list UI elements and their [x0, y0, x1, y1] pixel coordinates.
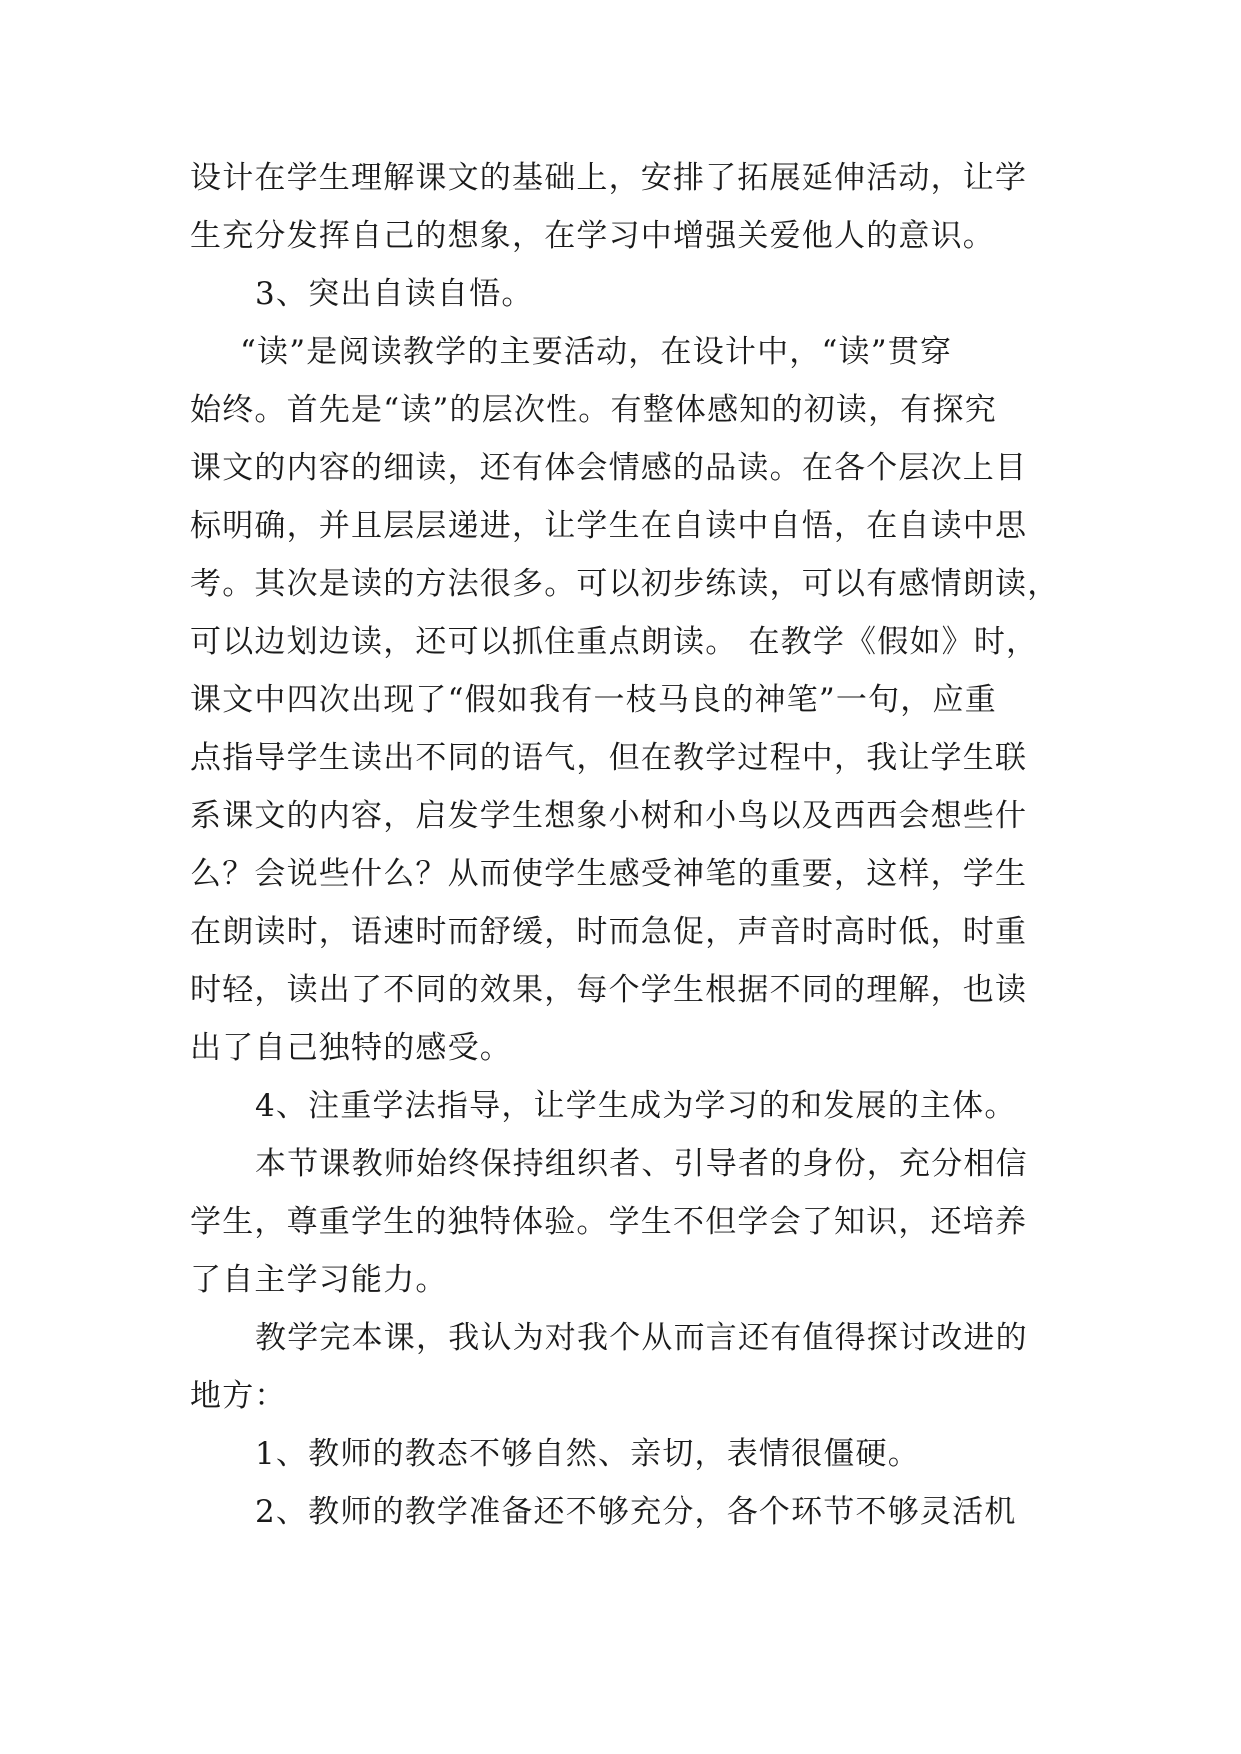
text-line: 本节课教师始终保持组织者、引导者的身份，充分相信	[255, 1146, 1028, 1182]
text-line: 了自主学习能力。	[190, 1262, 448, 1298]
text-line: 教学完本课，我认为对我个从而言还有值得探讨改进的	[255, 1320, 1028, 1356]
text-line: 地方：	[190, 1378, 287, 1414]
text-line: 时轻，读出了不同的效果，每个学生根据不同的理解，也读	[190, 972, 1028, 1008]
section-heading: 4、注重学法指导，让学生成为学习的和发展的主体。	[255, 1088, 1017, 1124]
text-line: 在朗读时，语速时而舒缓，时而急促，声音时高时低，时重	[190, 914, 1028, 950]
list-item: 1、教师的教态不够自然、亲切，表情很僵硬。	[255, 1436, 920, 1472]
text-line: 标明确，并且层层递进，让学生在自读中自悟，在自读中思	[190, 508, 1028, 544]
text-line: 生充分发挥自己的想象，在学习中增强关爱他人的意识。	[190, 218, 995, 254]
text-line: 课文中四次出现了“假如我有一枝马良的神笔”一句，应重	[190, 682, 997, 718]
list-item: 2、教师的教学准备还不够充分，各个环节不够灵活机	[255, 1494, 1017, 1530]
text-line: 可以边划边读，还可以抓住重点朗读。 在教学《假如》时，	[190, 624, 1039, 660]
text-line: 学生，尊重学生的独特体验。学生不但学会了知识，还培养	[190, 1204, 1028, 1240]
text-line: “读”是阅读教学的主要活动，在设计中，“读”贯穿	[240, 334, 953, 370]
text-line: 始终。首先是“读”的层次性。有整体感知的初读，有探究	[190, 392, 997, 428]
text-line: 课文的内容的细读，还有体会情感的品读。在各个层次上目	[190, 450, 1028, 486]
text-line: 么？会说些什么？从而使学生感受神笔的重要，这样，学生	[190, 856, 1028, 892]
text-line: 出了自己独特的感受。	[190, 1030, 512, 1066]
text-line: 考。其次是读的方法很多。可以初步练读，可以有感情朗读，	[190, 566, 1060, 602]
section-heading: 3、突出自读自悟。	[255, 276, 534, 312]
text-line: 设计在学生理解课文的基础上，安排了拓展延伸活动，让学	[190, 160, 1028, 196]
text-line: 系课文的内容，启发学生想象小树和小鸟以及西西会想些什	[190, 798, 1028, 834]
text-line: 点指导学生读出不同的语气，但在教学过程中，我让学生联	[190, 740, 1028, 776]
